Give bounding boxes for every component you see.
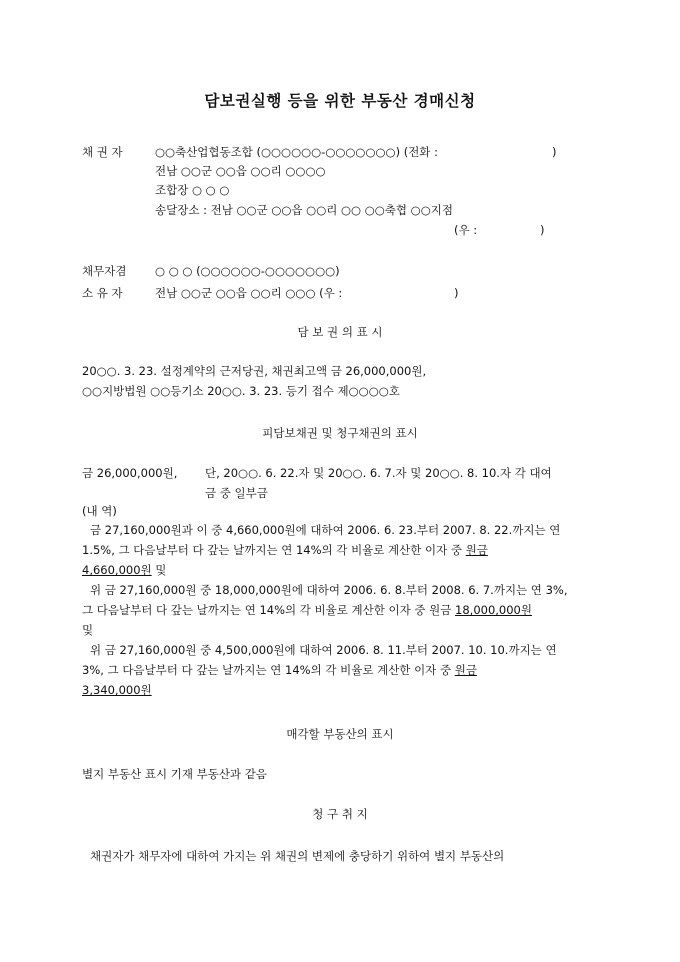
creditor-address: 전남 ○○군 ○○읍 ○○리 ○○○○	[155, 164, 326, 178]
claims-description-line-1: 단, 20○○. 6. 22.자 및 20○○. 6. 7.자 및 20○○. 8. 10.자 각 대여	[205, 466, 552, 480]
creditor-postal: (우 :	[454, 223, 478, 237]
owner-address: 전남 ○○군 ○○읍 ○○리 ○○○ (우 :	[155, 286, 343, 300]
claim-item-2-principal-amount: 18,000,000원	[455, 603, 532, 617]
claim-item-3-line-3	[82, 682, 152, 698]
claim-item-1-text: 1.5%, 그 다음날부터 다 갚는 날까지는 연 14%의 각 비율로 계산한 이자 중	[82, 543, 463, 557]
claim-item-1-conjunction: 및	[155, 563, 167, 577]
owner-label: 소 유 자	[82, 286, 123, 300]
creditor-delivery-address: 송달장소 : 전남 ○○군 ○○읍 ○○리 ○○ ○○축협 ○○지점	[155, 203, 453, 217]
claim-item-2-text: 그 다음날부터 다 갚는 날까지는 연 14%의 각 비율로 계산한 이자 중 원금	[82, 603, 452, 617]
creditor-phone-close: )	[552, 145, 557, 159]
debtor-label: 채무자겸	[82, 264, 127, 278]
request-body: 채권자가 채무자에 대하여 가지는 위 채권의 변제에 충당하기 위하여 별지 부동산의	[90, 849, 505, 863]
creditor-name: ○○축산업협동조합 (○○○○○○-○○○○○○○) (전화 :	[155, 145, 438, 159]
claims-amount: 금 26,000,000원,	[82, 466, 178, 480]
claim-item-2-line-2	[82, 602, 532, 618]
breakdown-label: (내 역)	[82, 504, 117, 518]
debtor-name: ○ ○ ○ (○○○○○○-○○○○○○○)	[155, 264, 340, 278]
claims-heading: 피담보채권 및 청구채권의 표시	[262, 426, 418, 440]
claim-item-3-line-1: 위 금 27,160,000원 중 4,500,000원에 대하여 2006. 8. 11.부터 2007. 10. 10.까지는 연	[90, 643, 557, 657]
creditor-postal-close: )	[540, 223, 545, 237]
security-line-1: 20○○. 3. 23. 설정계약의 근저당권, 채권최고액 금 26,000,000원,	[82, 364, 427, 378]
claim-item-1-line-3	[82, 562, 166, 578]
claim-item-3-principal-amount: 3,340,000원	[82, 683, 152, 697]
security-heading: 담 보 권 의 표 시	[297, 325, 383, 339]
claim-item-2-line-3: 및	[82, 623, 94, 637]
claims-description-line-2: 금 중 일부금	[205, 486, 268, 500]
property-body: 별지 부동산 표시 기재 부동산과 같음	[82, 767, 267, 781]
claim-item-1-line-2	[82, 542, 488, 558]
claim-item-2-line-1: 위 금 27,160,000원 중 18,000,000원에 대하여 2006. 6. 8.부터 2008. 6. 7.까지는 연 3%,	[90, 583, 568, 597]
claim-item-1-line-1: 금 27,160,000원과 이 중 4,660,000원에 대하여 2006. 6. 23.부터 2007. 8. 22.까지는 연	[90, 523, 561, 537]
claim-item-1-principal-label: 원금	[465, 543, 488, 557]
creditor-label: 채 권 자	[82, 145, 123, 159]
request-heading: 청 구 취 지	[312, 807, 368, 821]
creditor-representative: 조합장 ○ ○ ○	[155, 183, 230, 197]
claim-item-3-principal-label: 원금	[454, 663, 477, 677]
owner-address-close: )	[454, 286, 459, 300]
claim-item-3-text: 3%, 그 다음날부터 다 갚는 날까지는 연 14%의 각 비율로 계산한 이자 중	[82, 663, 452, 677]
claim-item-3-line-2	[82, 662, 477, 678]
document-title: 담보권실행 등을 위한 부동산 경매신청	[204, 92, 476, 110]
security-line-2: ○○지방법원 ○○등기소 20○○. 3. 23. 등기 접수 제○○○○호	[82, 384, 400, 398]
property-heading: 매각할 부동산의 표시	[286, 727, 394, 741]
claim-item-1-principal-amount: 4,660,000원	[82, 563, 152, 577]
